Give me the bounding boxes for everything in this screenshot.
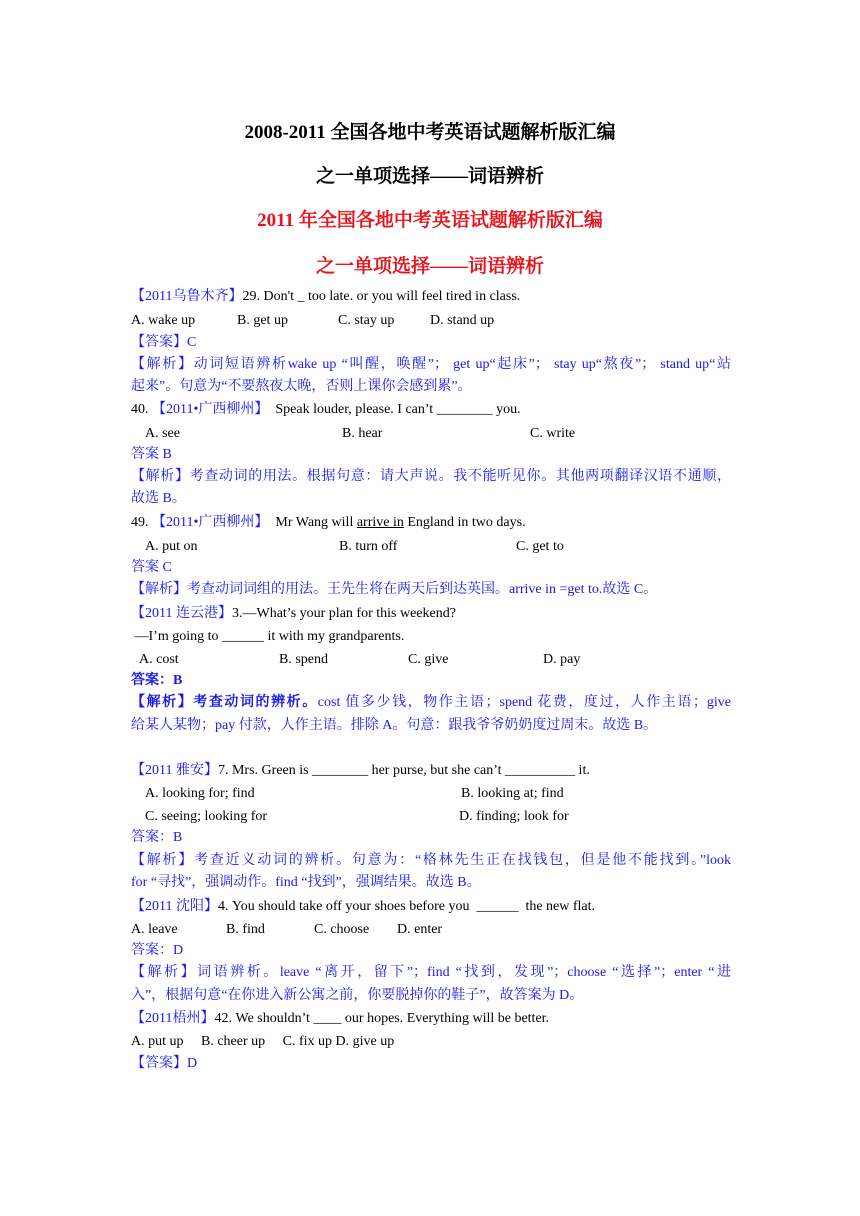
- option-b: B. spend: [279, 652, 328, 667]
- question-4-stem-line-2: —I’m going to ______ it with my grandparents.: [131, 629, 405, 644]
- option-c: C. choose: [314, 922, 370, 937]
- question-6-stem: 【2011 沈阳】4. You should take off your shoes before you ______ the new flat.: [131, 899, 596, 914]
- option-d: D. stand up: [430, 313, 495, 328]
- option-c: C. write: [530, 426, 576, 441]
- question-7-options: A. put up B. cheer up C. fix up D. give up: [131, 1034, 395, 1049]
- question-1-explanation-line-1: 【解析】动词短语辨析wake up “叫醒，唤醒”； get up“起床”； stay up“熬夜”； stand up“站: [131, 357, 731, 372]
- question-2-stem: 40. 【2011•广西柳州】 Speak louder, please. I can’t ________ you.: [131, 402, 521, 417]
- option-a: A. cost: [139, 652, 179, 667]
- option-c: C. seeing; looking for: [145, 809, 268, 824]
- question-6-explanation-line-1: 【解析】词语辨析。leave “离开，留下”；find “找到，发现”；choose “选择”；enter “进: [131, 965, 731, 980]
- option-b: B. looking at; find: [461, 786, 564, 801]
- question-2-explanation-line-1: 【解析】考查动词的用法。根据句意：请大声说。我不能听见你。其他两项翻译汉语不通顺，: [131, 469, 731, 484]
- question-source: 【2011•广西柳州】: [152, 515, 269, 530]
- question-7-answer: 【答案】D: [131, 1056, 198, 1071]
- option-a: A. looking for; find: [145, 786, 255, 801]
- doc-title: 2008-2011 全国各地中考英语试题解析版汇编: [244, 122, 616, 143]
- question-source: 【2011•广西柳州】: [152, 402, 269, 417]
- option-b: B. turn off: [339, 539, 398, 554]
- question-source: 【2011梧州】: [131, 1011, 215, 1026]
- option-d: D. pay: [543, 652, 581, 667]
- question-4-stem: 【2011 连云港】3.—What’s your plan for this weekend?: [131, 606, 456, 621]
- option-d: D. enter: [397, 922, 443, 937]
- question-2-answer: 答案 B: [131, 447, 172, 462]
- question-6-answer: 答案：D: [131, 943, 184, 958]
- question-4-explanation-line-2: 给某人某物；pay 付款，人作主语。排除 A。句意：跟我爷爷奶奶度过周末。故选 B。: [131, 718, 658, 733]
- question-3-explanation: 【解析】考查动词词组的用法。王先生将在两天后到达英国。arrive in =get to.故选 C。: [131, 582, 658, 597]
- option-b: B. get up: [237, 313, 288, 328]
- option-b: B. find: [226, 922, 265, 937]
- section-title: 2011 年全国各地中考英语试题解析版汇编: [257, 210, 603, 231]
- question-source: 【2011乌鲁木齐】: [131, 289, 243, 304]
- question-5-explanation-line-2: for “寻找”，强调动作。find “找到”，强调结果。故选 B。: [131, 875, 481, 890]
- question-source: 【2011 沈阳】: [131, 899, 218, 914]
- question-5-answer: 答案：B: [131, 830, 183, 845]
- section-subtitle: 之一单项选择——词语辨析: [315, 256, 544, 277]
- question-1-explanation-line-2: 起来”。句意为“不要熬夜太晚，否则上课你会感到累”。: [131, 379, 472, 394]
- doc-subtitle: 之一单项选择——词语辨析: [315, 166, 544, 187]
- question-1-stem: 【2011乌鲁木齐】29. Don't _ too late. or you will feel tired in class.: [131, 289, 521, 304]
- question-4-explanation-line-1: 【解析】考查动词的辨析。cost 值多少钱，物作主语；spend 花费，度过，人作主语；give: [131, 695, 731, 710]
- option-a: A. put on: [145, 539, 198, 554]
- question-5-stem: 【2011 雅安】7. Mrs. Green is ________ her purse, but she can’t __________ it.: [131, 763, 590, 778]
- question-6-explanation-line-2: 入”，根据句意“在你进入新公寓之前，你要脱掉你的鞋子”，故答案为 D。: [131, 988, 584, 1003]
- underlined-phrase: arrive in: [356, 515, 404, 530]
- question-5-explanation-line-1: 【解析】考查近义动词的辨析。句意为：“格林先生正在找钱包，但是他不能找到。”look: [131, 853, 731, 868]
- option-a: A. see: [145, 426, 180, 441]
- question-4-answer: 答案：B: [131, 673, 183, 688]
- question-1-answer: 【答案】C: [131, 335, 197, 350]
- option-c: C. get to: [516, 539, 564, 554]
- question-source: 【2011 雅安】: [131, 763, 218, 778]
- question-source: 【2011 连云港】: [131, 606, 232, 621]
- question-2-explanation-line-2: 故选 B。: [131, 491, 186, 506]
- option-d: D. finding; look for: [459, 809, 569, 824]
- option-c: C. stay up: [338, 313, 395, 328]
- question-3-answer: 答案 C: [131, 560, 172, 575]
- question-7-stem: 【2011梧州】42. We shouldn’t ____ our hopes. Everything will be better.: [131, 1011, 550, 1026]
- option-a: A. leave: [131, 922, 178, 937]
- question-3-stem: 49. 【2011•广西柳州】 Mr Wang will arrive in England in two days.: [131, 515, 526, 530]
- option-b: B. hear: [342, 426, 383, 441]
- option-a: A. wake up: [131, 313, 196, 328]
- option-c: C. give: [408, 652, 449, 667]
